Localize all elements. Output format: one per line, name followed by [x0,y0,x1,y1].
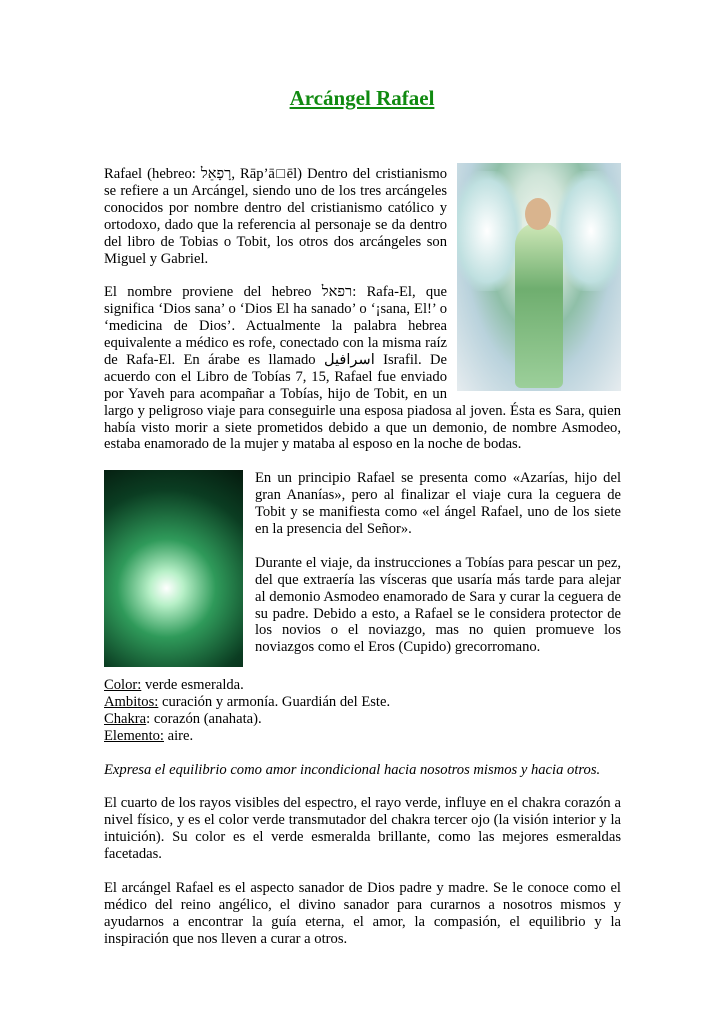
attributes-list [104,677,621,745]
archangel-raphael-image [457,163,621,391]
attr-color: Color: verde esmeralda. [104,677,244,694]
green-light-angel-image [104,470,243,667]
attr-elemento: Elemento: aire. [104,727,194,744]
attr-ambitos: Ambitos: curación y armonía. Guardián del Este. [104,694,391,711]
document-body [104,166,621,964]
journey-paragraph: Durante el viaje, da instrucciones a Tobías para pescar un pez, del que extraería las vísceras que usaría más tarde para alejar al demonio Asmodeo enamorado de Sara y curar la ceguera de su padre. Debido a esto, a Rafael se le considera protector de los novios o el noviazgo, mas no quien promueve los noviazgos como el Eros (Cupido) grecorromano. [255,554,621,656]
quote-paragraph: Expresa el equilibrio como amor incondicional hacia nosotros mismos y hacia otros. [104,761,601,778]
etymology-paragraph: El nombre proviene del hebreo רפאל: Rafa-El, que significa ‘Dios sana’ o ‘Dios El ha sanado’ o ‘¡sana, El!’ o ‘medicina de Dios’. Actualmente la palabra hebrea equivalente a médico es rofe, conectado con la misma raíz de Rafa-El. En árabe es llamado اسرافيل Israfil. De acuerdo con el Libro de Tobías 7, 15, Rafael fue enviado por Yaveh para acompañar a Tobías, hijo de Tobit, en un largo y peligroso viaje para conseguirle una esposa piadosa al joven. Ésta es Sara, quien había visto morir a siete prometidos debido a que un demonio, de nombre Asmodeo, estaba enamorado de la mujer y mataba al esposo en la noche de bodas. [104,284,621,453]
healer-paragraph: El arcángel Rafael es el aspecto sanador de Dios padre y madre. Se le conoce como el médico del reino angélico, el divino sanador para curarnos a nosotros mismos y ayudarnos a encontrar la guía eterna, el amor, la compasión, el equilibrio y la inspiración que nos lleven a curar a otros. [104,879,621,947]
intro-paragraph: Rafael (hebreo: רָפָאֵל, Rāp’ā□ēl) Dentro del cristianismo se refiere a un Arcángel, siendo uno de los tres arcángeles conocidos por nombre dentro del cristianismo católico y ortodoxo, dado que la referencia al personaje se da dentro del libro de Tobias o Tobit, los otros dos arcángeles son Miguel y Gabriel. [104,166,447,267]
azarias-paragraph: En un principio Rafael se presenta como «Azarías, hijo del gran Ananías», pero al finalizar el viaje cura la ceguera de Tobit y se manifiesta como «el ángel Rafael, uno de los siete en la presencia del Señor». [255,470,621,537]
ray-paragraph: El cuarto de los rayos visibles del espectro, el rayo verde, influye en el chakra corazón a nivel físico, y es el color verde transmutador del chakra tercer ojo (la visión interior y la intuición). Su color es el verde esmeralda brillante, como las mejores esmeraldas facetadas. [104,795,621,863]
page-title: Arcángel Rafael [289,86,435,110]
attr-chakra: Chakra: corazón (anahata). [104,710,262,727]
